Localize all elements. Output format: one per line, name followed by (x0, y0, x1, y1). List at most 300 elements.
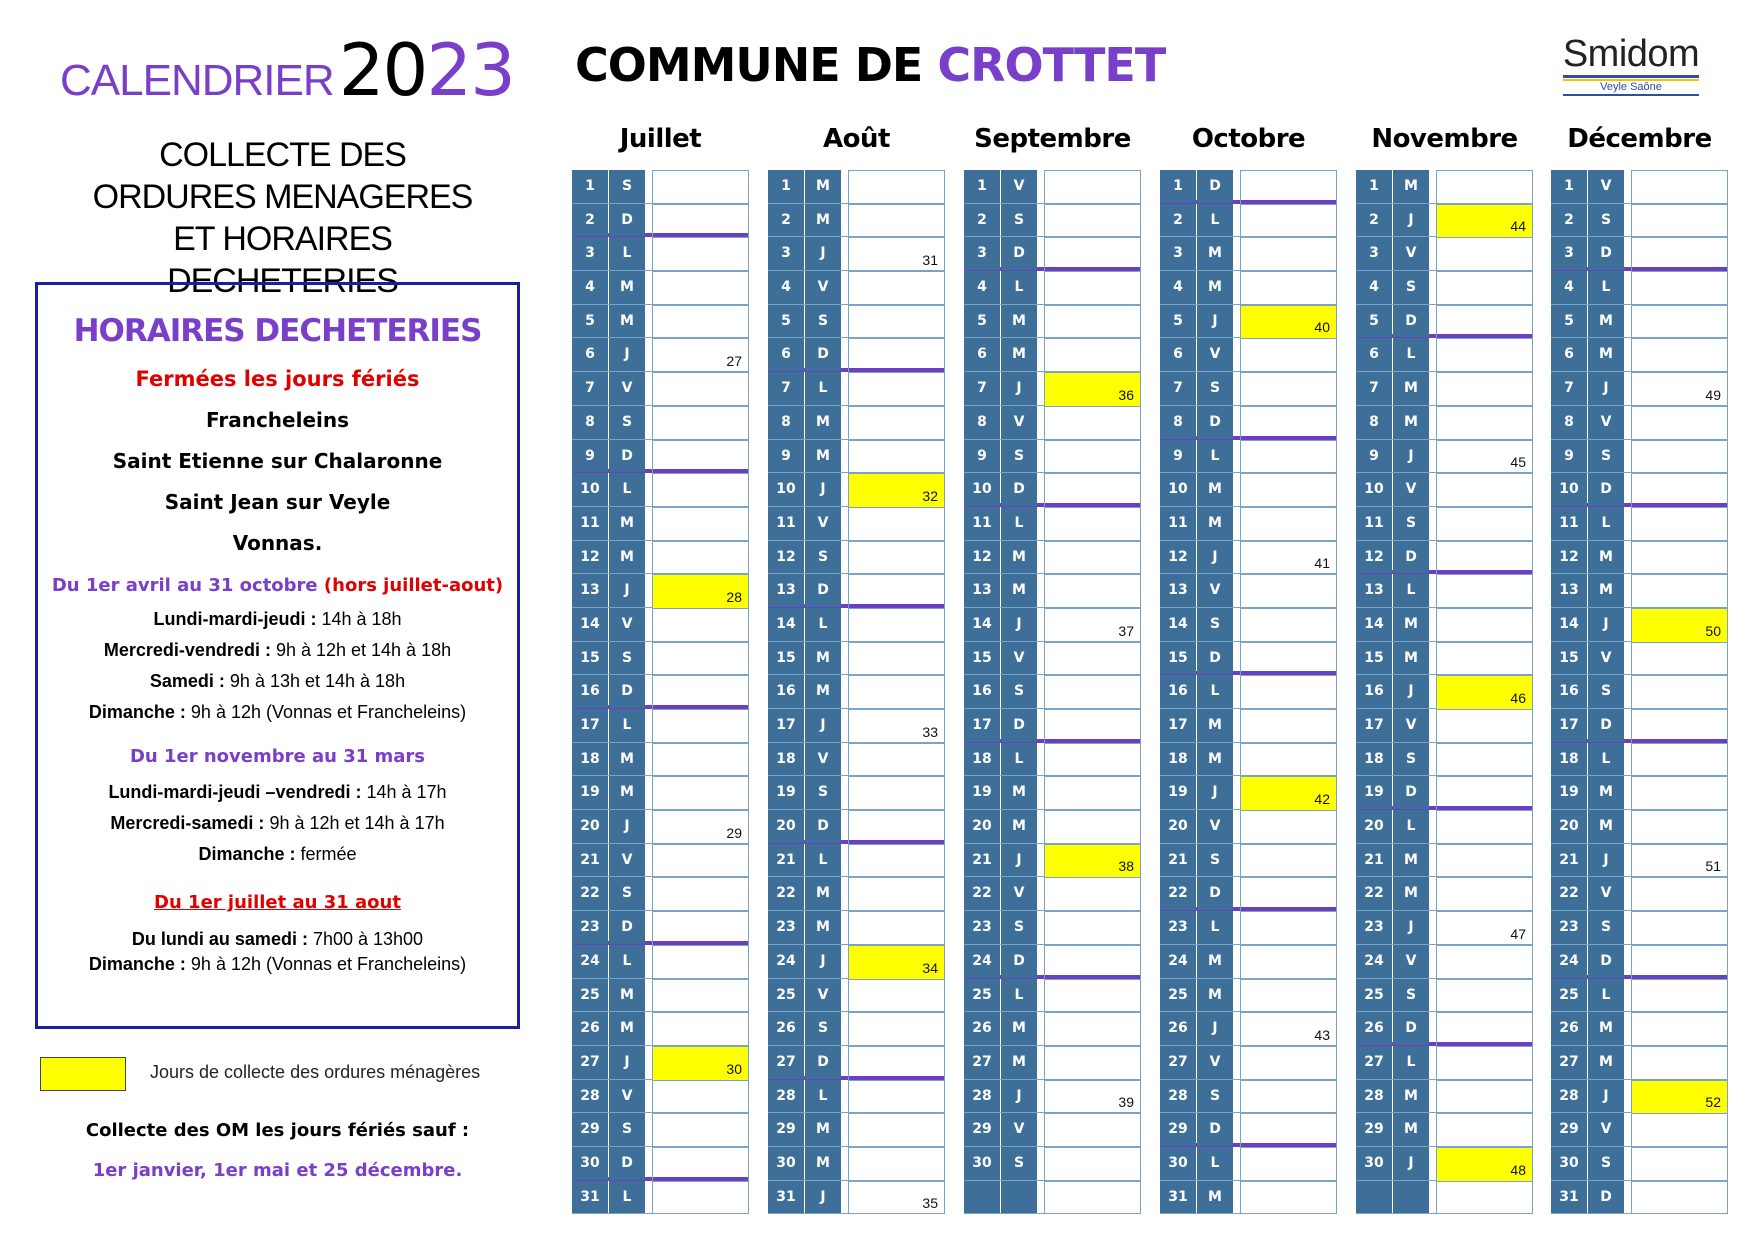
day-row (1160, 1046, 1337, 1080)
day-row (1160, 642, 1337, 676)
commune-name: CROTTET (937, 38, 1166, 92)
day-cell (1436, 473, 1533, 507)
day-row (964, 473, 1141, 507)
day-row (768, 608, 945, 642)
week-number: 28 (726, 588, 742, 605)
day-number: 7 (768, 372, 804, 405)
day-number: 25 (1551, 979, 1587, 1012)
day-row (1551, 204, 1728, 238)
day-cell (1631, 642, 1728, 676)
week-number: 32 (922, 487, 938, 504)
commune-title (575, 38, 1165, 92)
day-row (768, 844, 945, 878)
day-cell (652, 305, 749, 339)
day-number: 17 (1551, 709, 1587, 742)
day-number: 5 (964, 305, 1000, 338)
year-part-2: 23 (426, 28, 514, 112)
weekday-letter: S (805, 776, 841, 809)
schedule-line: Lundi-mardi-jeudi –vendredi : 14h à 17h (108, 782, 447, 802)
weekday-letter: L (1001, 271, 1037, 304)
day-row (1160, 440, 1337, 474)
weekday-letter: M (805, 1147, 841, 1180)
day-cell (1240, 810, 1337, 844)
day-cell (1240, 271, 1337, 305)
collection-day-cell (1436, 204, 1533, 238)
weekday-letter: M (1588, 574, 1624, 607)
day-number: 30 (1551, 1147, 1587, 1180)
day-number: 3 (1551, 237, 1587, 270)
day-number: 16 (1160, 675, 1196, 708)
page-subtitle (55, 134, 510, 302)
day-row (964, 776, 1141, 810)
day-cell (1436, 574, 1533, 608)
collection-day-cell (1240, 776, 1337, 810)
day-number: 11 (1551, 507, 1587, 540)
logo-text: Smidom (1562, 33, 1700, 75)
day-row (964, 338, 1141, 372)
day-number: 4 (1356, 271, 1392, 304)
weekday-letter: V (1001, 642, 1037, 675)
weekday-letter: M (1001, 1046, 1037, 1079)
weekday-letter: L (1588, 271, 1624, 304)
day-cell (1631, 945, 1728, 979)
weekday-letter: J (1393, 911, 1429, 944)
weekday-letter: M (609, 743, 645, 776)
weekday-letter: S (1588, 1147, 1624, 1180)
day-number: 4 (572, 271, 608, 304)
day-cell (848, 608, 945, 642)
day-number: 5 (1160, 305, 1196, 338)
weekday-letter: M (609, 776, 645, 809)
weekday-letter: L (1393, 1046, 1429, 1079)
weekday-letter: D (1197, 406, 1233, 439)
day-row (1551, 642, 1728, 676)
day-row (1551, 1046, 1728, 1080)
day-number: 6 (1160, 338, 1196, 371)
day-number: 17 (572, 709, 608, 742)
day-row (964, 709, 1141, 743)
weekday-letter: V (1393, 945, 1429, 978)
day-row (572, 1113, 749, 1147)
weekday-letter: L (805, 1080, 841, 1113)
day-row (964, 237, 1141, 271)
day-number: 12 (964, 541, 1000, 574)
month-column (1160, 118, 1337, 1205)
weekday-letter: J (1197, 541, 1233, 574)
weekday-letter: J (1393, 1147, 1429, 1180)
day-cell (1631, 440, 1728, 474)
day-number: 15 (572, 642, 608, 675)
period-3-heading: Du 1er juillet au 31 aout (154, 892, 401, 913)
day-number: 14 (572, 608, 608, 641)
month-name: Décembre (1567, 124, 1712, 154)
day-number: 8 (1160, 406, 1196, 439)
week-number: 47 (1510, 925, 1526, 942)
day-cell (1436, 877, 1533, 911)
day-row (768, 911, 945, 945)
day-row (964, 1012, 1141, 1046)
collection-day-cell (1631, 608, 1728, 642)
legend-swatch (40, 1057, 126, 1091)
day-number: 23 (1160, 911, 1196, 944)
site-name: Francheleins (205, 408, 350, 432)
day-row (572, 1147, 749, 1181)
day-row (768, 305, 945, 339)
day-number: 25 (572, 979, 608, 1012)
day-number: 10 (1160, 473, 1196, 506)
day-row (768, 1012, 945, 1046)
weekday-letter: J (805, 237, 841, 270)
day-row (964, 911, 1141, 945)
weekday-letter: M (609, 541, 645, 574)
week-number: 43 (1314, 1026, 1330, 1043)
weekday-letter: L (1197, 1147, 1233, 1180)
weekday-letter: D (609, 204, 645, 237)
day-number: 20 (572, 810, 608, 843)
day-cell (848, 979, 945, 1013)
weekday-letter: S (1001, 204, 1037, 237)
day-row (1551, 1113, 1728, 1147)
weekday-letter: M (1197, 473, 1233, 506)
day-row (1551, 1012, 1728, 1046)
weekday-letter: S (1197, 608, 1233, 641)
week-number: 49 (1705, 386, 1721, 403)
day-number: 13 (572, 574, 608, 607)
day-row (1356, 1080, 1533, 1114)
day-row (768, 440, 945, 474)
day-cell (848, 204, 945, 238)
day-number: 14 (768, 608, 804, 641)
day-cell (652, 372, 749, 406)
weekday-letter: S (609, 642, 645, 675)
day-row (1551, 170, 1728, 204)
weekday-letter: D (805, 574, 841, 607)
day-row (1356, 675, 1533, 709)
weekday-letter: D (805, 1046, 841, 1079)
weekday-letter: M (1393, 608, 1429, 641)
weekday-letter: S (1588, 204, 1624, 237)
day-number: 11 (964, 507, 1000, 540)
day-row (768, 574, 945, 608)
schedule-line: Dimanche : 9h à 12h (Vonnas et Francheleins) (88, 702, 467, 722)
day-cell (1240, 979, 1337, 1013)
weekday-letter: D (1588, 1181, 1624, 1214)
day-number: 13 (1356, 574, 1392, 607)
day-number: 20 (964, 810, 1000, 843)
day-row (1551, 675, 1728, 709)
day-row (572, 372, 749, 406)
weekday-letter: M (1393, 1113, 1429, 1146)
day-row (572, 675, 749, 709)
weekday-letter: J (1001, 844, 1037, 877)
day-row (1356, 709, 1533, 743)
month-column (1551, 118, 1728, 1205)
weekday-letter: J (1393, 440, 1429, 473)
weekday-letter: D (1393, 776, 1429, 809)
closed-notice: Fermées les jours fériés (135, 367, 420, 391)
weekday-letter: D (1393, 541, 1429, 574)
weekday-letter: L (1197, 440, 1233, 473)
day-number: 11 (1356, 507, 1392, 540)
day-cell (848, 877, 945, 911)
day-number: 9 (964, 440, 1000, 473)
weekday-letter: M (1001, 810, 1037, 843)
day-cell (1631, 743, 1728, 777)
days-grid (1551, 170, 1728, 1214)
day-row (1356, 776, 1533, 810)
day-number: 4 (964, 271, 1000, 304)
day-cell (652, 170, 749, 204)
day-number: 10 (1551, 473, 1587, 506)
day-cell (848, 237, 945, 271)
day-row (1160, 877, 1337, 911)
weekday-letter: J (1197, 305, 1233, 338)
day-cell (848, 1080, 945, 1114)
day-row (1356, 406, 1533, 440)
day-cell (1044, 1113, 1141, 1147)
day-cell (1240, 1147, 1337, 1181)
day-cell (1240, 338, 1337, 372)
day-row (1551, 440, 1728, 474)
month-name: Juillet (619, 124, 702, 154)
day-row (768, 372, 945, 406)
weekday-letter: V (1001, 170, 1037, 203)
weekday-letter: M (1393, 170, 1429, 203)
day-number: 31 (572, 1181, 608, 1214)
weekday-letter: V (1393, 709, 1429, 742)
day-row (572, 338, 749, 372)
weekday-letter: D (1001, 237, 1037, 270)
day-row (768, 945, 945, 979)
weekday-letter: M (805, 877, 841, 910)
day-cell (848, 1012, 945, 1046)
day-cell (1631, 1147, 1728, 1181)
day-cell (1240, 1080, 1337, 1114)
day-number: 13 (1160, 574, 1196, 607)
day-cell (848, 305, 945, 339)
day-number: 8 (1356, 406, 1392, 439)
day-number: 30 (1356, 1147, 1392, 1180)
day-cell (1436, 1080, 1533, 1114)
month-name: Octobre (1191, 124, 1306, 154)
day-number: 13 (768, 574, 804, 607)
weekday-letter: M (1393, 642, 1429, 675)
site-name: Vonnas. (232, 531, 323, 555)
day-number: 5 (1356, 305, 1392, 338)
day-row (1356, 945, 1533, 979)
day-row (572, 810, 749, 844)
day-row (964, 979, 1141, 1013)
month-column (768, 118, 945, 1212)
weekday-letter: L (1001, 507, 1037, 540)
weekday-letter: J (1588, 1080, 1624, 1113)
weekday-letter: J (1001, 372, 1037, 405)
day-row (572, 237, 749, 271)
day-cell (848, 810, 945, 844)
weekday-letter: V (1001, 877, 1037, 910)
day-row (768, 642, 945, 676)
day-number: 21 (768, 844, 804, 877)
day-row (1551, 574, 1728, 608)
weekday-letter: V (805, 507, 841, 540)
weekday-letter: V (805, 271, 841, 304)
day-cell (652, 675, 749, 709)
day-number: 17 (1356, 709, 1392, 742)
day-number: 7 (1551, 372, 1587, 405)
weekday-letter: M (1001, 776, 1037, 809)
day-number: 17 (964, 709, 1000, 742)
day-number: 22 (1356, 877, 1392, 910)
day-cell (1631, 911, 1728, 945)
days-grid (1356, 170, 1533, 1214)
day-row (572, 574, 749, 608)
day-row (768, 473, 945, 507)
day-number: 27 (964, 1046, 1000, 1079)
day-number: 15 (1356, 642, 1392, 675)
day-row (768, 1046, 945, 1080)
day-number: 19 (768, 776, 804, 809)
day-cell (652, 743, 749, 777)
day-number: 26 (1356, 1012, 1392, 1045)
schedule-line: Mercredi-vendredi : 9h à 12h et 14h à 18h (103, 640, 452, 660)
day-cell (1240, 1113, 1337, 1147)
day-cell (1044, 507, 1141, 541)
empty-day-cell (1044, 1181, 1141, 1215)
day-number: 22 (964, 877, 1000, 910)
schedule-line: Du lundi au samedi : 7h00 à 13h00 (131, 929, 424, 949)
day-row (1356, 877, 1533, 911)
day-cell (652, 877, 749, 911)
period-1-schedule (38, 604, 517, 728)
day-number: 14 (1551, 608, 1587, 641)
day-row (1160, 1113, 1337, 1147)
days-grid (572, 170, 749, 1214)
day-number: 21 (1160, 844, 1196, 877)
day-cell (1436, 271, 1533, 305)
weekday-letter: M (609, 305, 645, 338)
day-row (964, 642, 1141, 676)
day-number: 6 (1356, 338, 1392, 371)
day-row (964, 1147, 1141, 1181)
day-number: 20 (1356, 810, 1392, 843)
day-number: 2 (1160, 204, 1196, 237)
day-row (1356, 642, 1533, 676)
day-row (964, 1113, 1141, 1147)
horaires-title: HORAIRES DECHETERIES (73, 313, 482, 349)
day-row (1551, 473, 1728, 507)
day-number: 1 (964, 170, 1000, 203)
day-cell (1631, 1046, 1728, 1080)
day-number: 29 (572, 1113, 608, 1146)
day-number: 4 (1551, 271, 1587, 304)
day-cell (652, 338, 749, 372)
day-number: 27 (1551, 1046, 1587, 1079)
weekday-letter: V (1588, 642, 1624, 675)
day-cell (1631, 810, 1728, 844)
day-row (1356, 743, 1533, 777)
day-number: 29 (1551, 1113, 1587, 1146)
day-number: 15 (1551, 642, 1587, 675)
day-row (572, 1012, 749, 1046)
week-number: 36 (1118, 386, 1134, 403)
day-cell (652, 406, 749, 440)
day-number: 3 (964, 237, 1000, 270)
day-row (768, 979, 945, 1013)
weekday-letter: M (805, 675, 841, 708)
day-number: 23 (572, 911, 608, 944)
day-row (1160, 1181, 1337, 1215)
day-number: 18 (572, 743, 608, 776)
weekday-letter: V (609, 608, 645, 641)
day-row (1160, 406, 1337, 440)
day-row (572, 406, 749, 440)
day-number: 19 (1551, 776, 1587, 809)
day-row (1160, 473, 1337, 507)
weekday-letter: S (609, 877, 645, 910)
horaires-box (35, 282, 520, 1029)
week-number: 33 (922, 723, 938, 740)
weekday-letter: L (1197, 204, 1233, 237)
period-1-heading (38, 575, 517, 596)
weekday-letter: L (1197, 675, 1233, 708)
weekday-letter: M (1197, 979, 1233, 1012)
day-row (1356, 204, 1533, 238)
day-cell (652, 1012, 749, 1046)
period-2-heading: Du 1er novembre au 31 mars (129, 746, 426, 767)
day-row (1551, 979, 1728, 1013)
day-cell (1631, 675, 1728, 709)
week-number: 45 (1510, 454, 1526, 471)
day-cell (1436, 507, 1533, 541)
weekday-letter: M (1197, 945, 1233, 978)
collection-day-cell (1436, 675, 1533, 709)
weekday-letter: D (805, 338, 841, 371)
weekday-letter: M (609, 507, 645, 540)
weekday-letter: M (1197, 237, 1233, 270)
weekday-letter: M (805, 440, 841, 473)
day-cell (1240, 1046, 1337, 1080)
week-number: 48 (1510, 1161, 1526, 1178)
legend-text: Jours de collecte des ordures ménagères (150, 1062, 481, 1082)
day-number: 14 (964, 608, 1000, 641)
day-cell (848, 1181, 945, 1215)
weekday-letter: S (1001, 911, 1037, 944)
weekday-letter: D (1393, 1012, 1429, 1045)
day-row (768, 507, 945, 541)
day-row (1356, 271, 1533, 305)
weekday-letter: D (609, 440, 645, 473)
day-row (1160, 305, 1337, 339)
day-number: 12 (572, 541, 608, 574)
weekday-letter: D (1001, 945, 1037, 978)
day-cell (652, 979, 749, 1013)
day-row (1551, 305, 1728, 339)
logo-line-blue (1563, 75, 1699, 78)
day-row (964, 372, 1141, 406)
day-row (1356, 810, 1533, 844)
day-cell (848, 1147, 945, 1181)
day-number: 29 (964, 1113, 1000, 1146)
weekday-letter: J (805, 709, 841, 742)
day-row (768, 406, 945, 440)
weekday-letter: M (1393, 877, 1429, 910)
schedule-line: Dimanche : 9h à 12h (Vonnas et Francheleins) (88, 954, 467, 974)
collection-day-cell (1044, 372, 1141, 406)
day-row (572, 170, 749, 204)
day-cell (1044, 271, 1141, 305)
day-cell (1436, 709, 1533, 743)
day-row (964, 1046, 1141, 1080)
